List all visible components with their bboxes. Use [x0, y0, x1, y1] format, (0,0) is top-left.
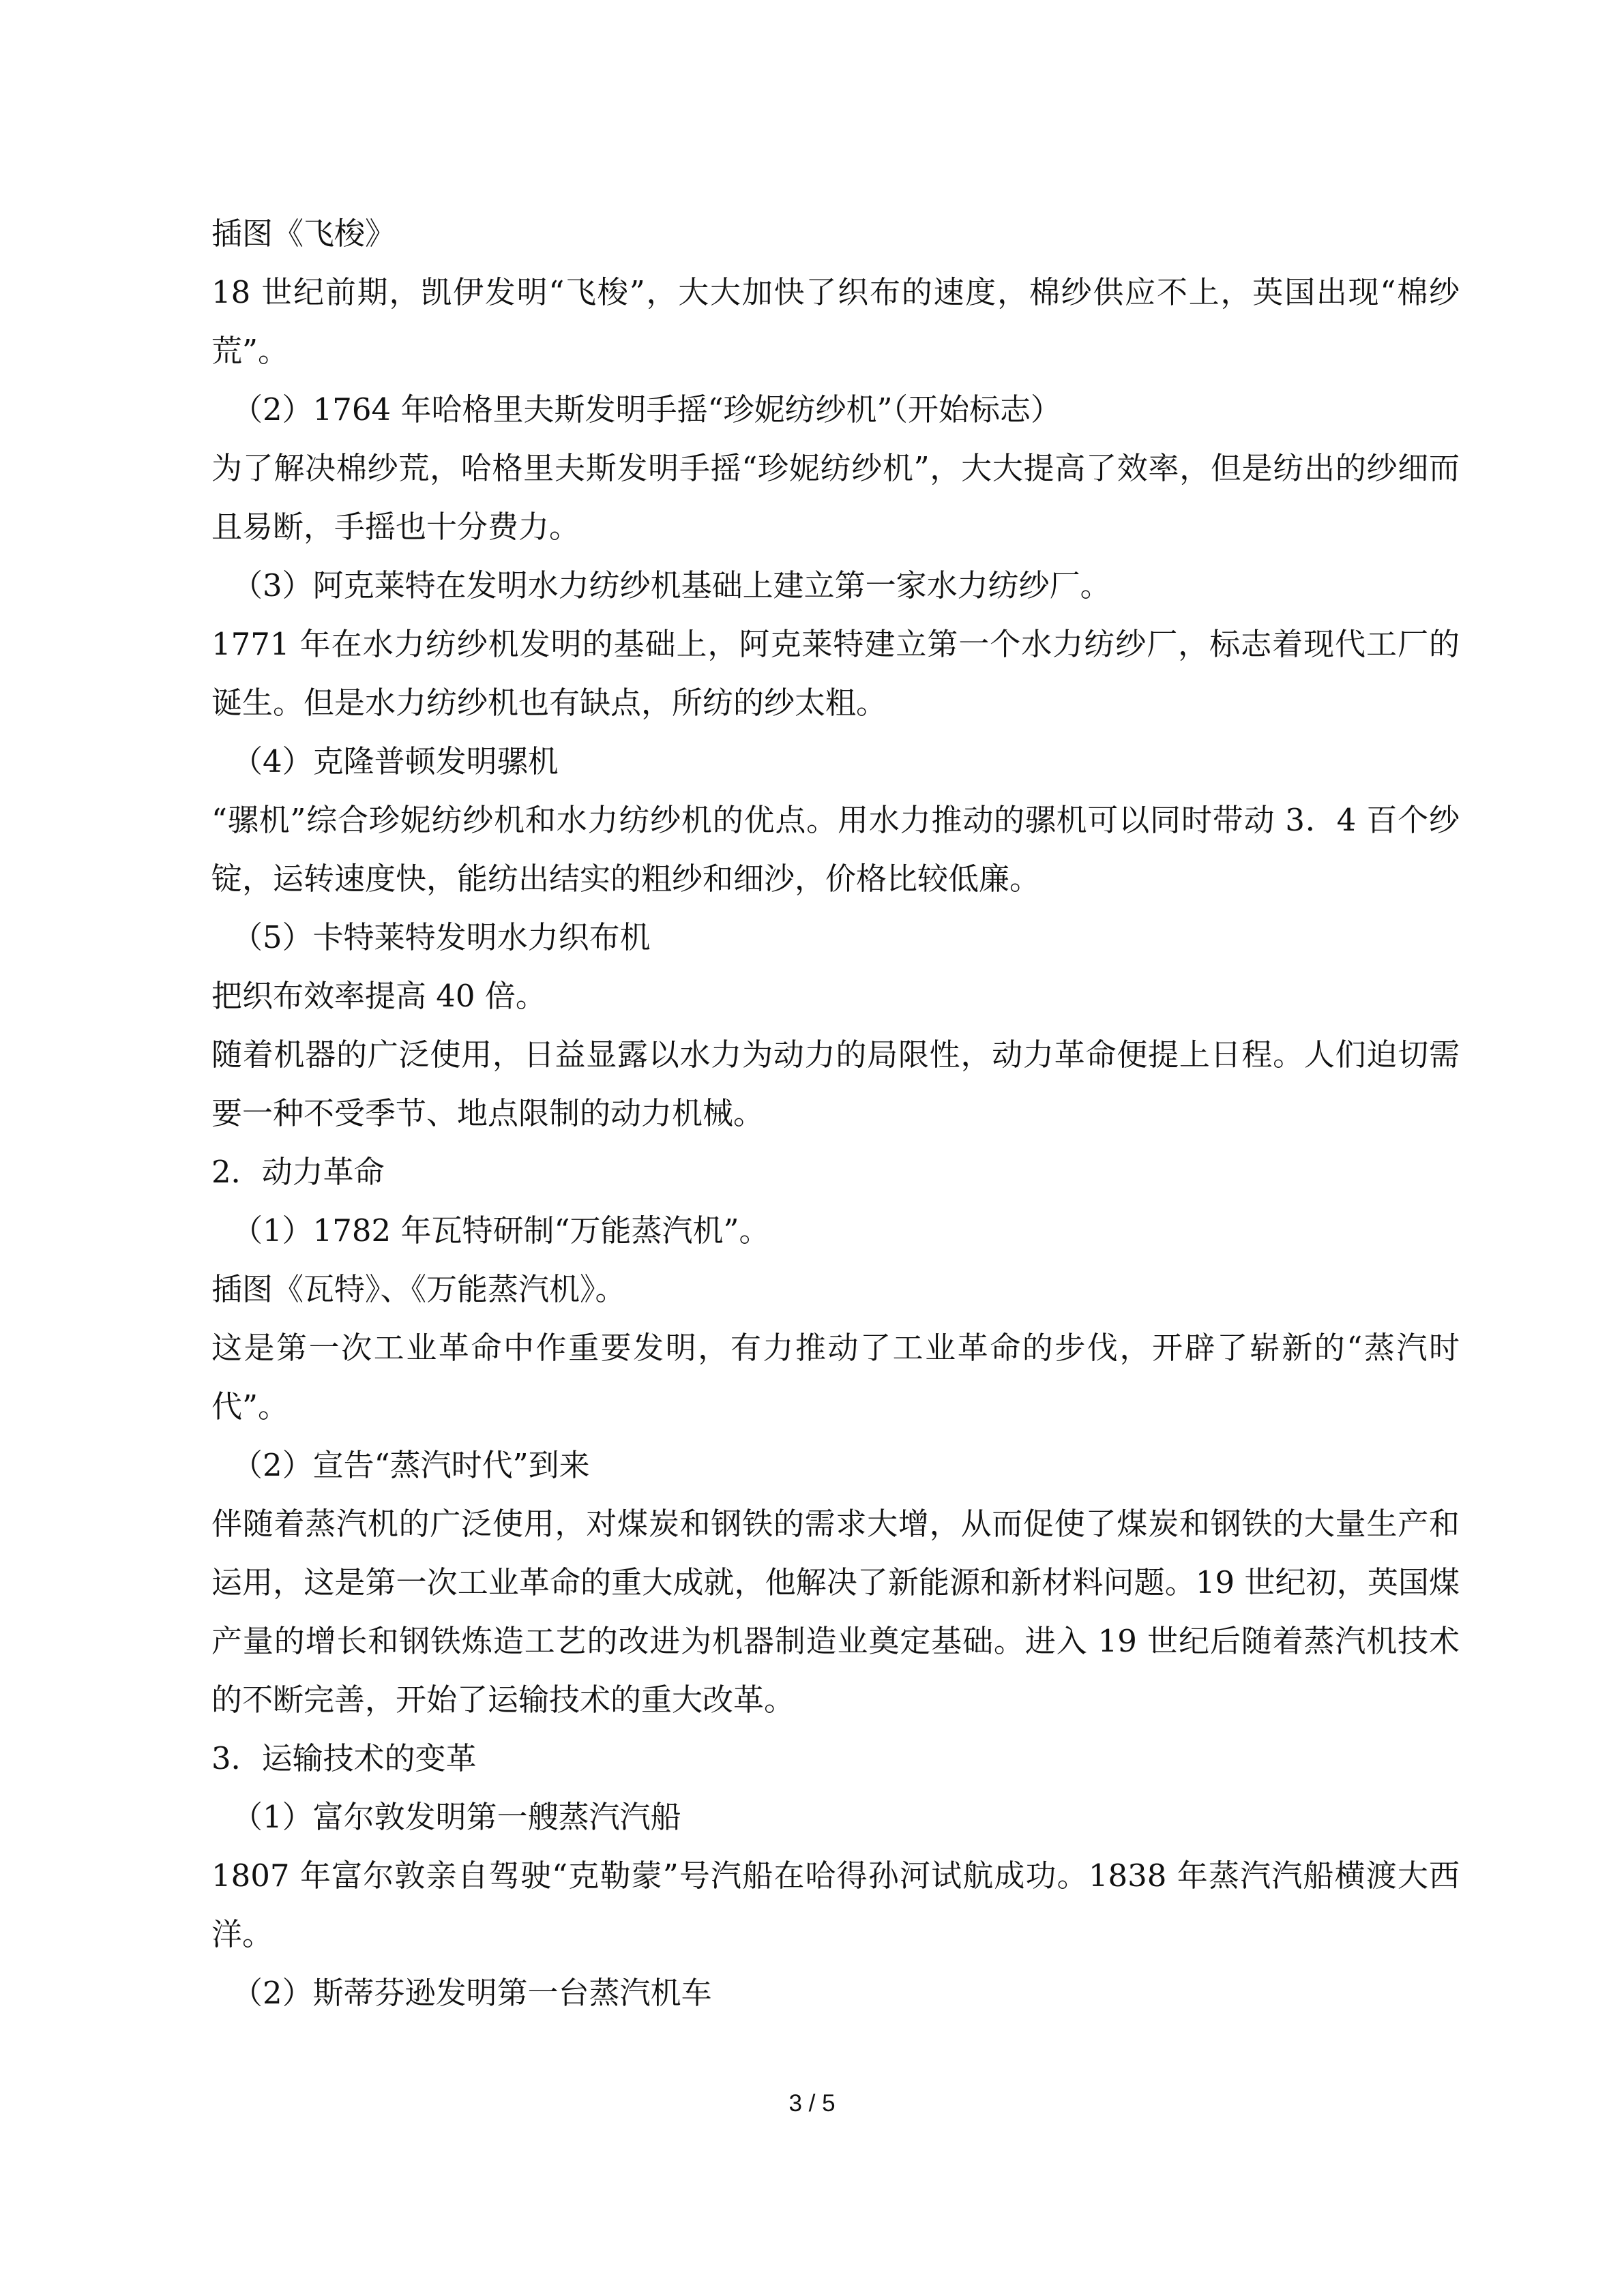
- paragraph: （1）富尔敦发明第一艘蒸汽汽船: [232, 1799, 681, 1835]
- paragraph: 1771 年在水力纺纱机发明的基础上，阿克莱特建立第一个水力纺纱厂，标志着现代工厂的诞生。但是水力纺纱机也有缺点，所纺的纱太粗。: [211, 626, 1460, 721]
- paragraph: “骡机”综合珍妮纺纱机和水力纺纱机的优点。用水力推动的骡机可以同时带动 3．4 百个纱锭，运转速度快，能纺出结实的粗纱和细沙，价格比较低廉。: [211, 802, 1460, 897]
- paragraph: （3）阿克莱特在发明水力纺纱机基础上建立第一家水力纺纱厂。: [232, 567, 1111, 603]
- paragraph: （2）宣告“蒸汽时代”到来: [232, 1447, 590, 1483]
- paragraph: 把织布效率提高 40 倍。: [211, 978, 546, 1014]
- section-heading: 2．动力革命: [211, 1154, 385, 1190]
- paragraph: 伴随着蒸汽机的广泛使用，对煤炭和钢铁的需求大增，从而促使了煤炭和钢铁的大量生产和运用，这是第一次工业革命的重大成就，他解决了新能源和新材料问题。19 世纪初，英国煤产量的增长和钢铁炼造工艺的改进为机器制造业奠定基础。进入 19 世纪后随着蒸汽机技术的不断完善，开始了运输技术的重大改革。: [211, 1506, 1460, 1718]
- paragraph: 1807 年富尔敦亲自驾驶“克勒蒙”号汽船在哈得孙河试航成功。1838 年蒸汽汽船横渡大西洋。: [211, 1858, 1460, 1952]
- paragraph: （2）斯蒂芬逊发明第一台蒸汽机车: [232, 1975, 712, 2011]
- paragraph: 这是第一次工业革命中作重要发明，有力推动了工业革命的步伐，开辟了崭新的“蒸汽时代”。: [211, 1330, 1460, 1425]
- page-body: [211, 205, 1460, 2023]
- section-heading: 3．运输技术的变革: [211, 1740, 477, 1776]
- paragraph: 为了解决棉纱荒，哈格里夫斯发明手摇“珍妮纺纱机”，大大提高了效率，但是纺出的纱细而且易断，手摇也十分费力。: [211, 450, 1460, 545]
- paragraph: （4）克隆普顿发明骡机: [232, 743, 559, 779]
- paragraph: 插图《瓦特》、《万能蒸汽机》。: [211, 1271, 626, 1307]
- paragraph: （1）1782 年瓦特研制“万能蒸汽机”。: [232, 1212, 770, 1249]
- paragraph: （2）1764 年哈格里夫斯发明手摇“珍妮纺纱机”（开始标志）: [232, 391, 1061, 428]
- page-number: 3 / 5: [788, 2090, 836, 2117]
- paragraph: 18 世纪前期，凯伊发明“飞梭”，大大加快了织布的速度，棉纱供应不上，英国出现“棉纱荒”。: [211, 274, 1460, 369]
- paragraph: 插图《飞梭》: [211, 215, 396, 252]
- paragraph: 随着机器的广泛使用，日益显露以水力为动力的局限性，动力革命便提上日程。人们迫切需要一种不受季节、地点限制的动力机械。: [211, 1037, 1460, 1131]
- paragraph: （5）卡特莱特发明水力织布机: [232, 919, 651, 955]
